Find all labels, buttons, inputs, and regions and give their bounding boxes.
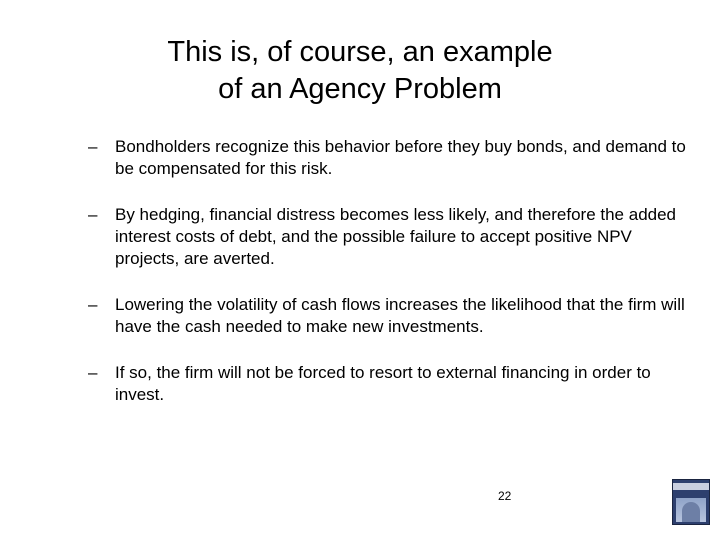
- bullet-item: [88, 294, 688, 338]
- book-cover-title-band: [673, 483, 709, 490]
- bullet-text: Bondholders recognize this behavior before they buy bonds, and demand to be compensated for this risk.: [115, 137, 686, 178]
- bullet-dash: –: [88, 205, 98, 224]
- bullet-text: If so, the firm will not be forced to resort to external financing in order to invest.: [115, 363, 651, 404]
- bullet-item: [88, 204, 688, 270]
- book-cover-image: [672, 479, 710, 525]
- bullet-text: Lowering the volatility of cash flows increases the likelihood that the firm will have the cash needed to make new investments.: [115, 295, 685, 336]
- slide-title-line-2: of an Agency Problem: [218, 73, 502, 105]
- bullet-item: [88, 136, 688, 180]
- bullet-text: By hedging, financial distress becomes less likely, and therefore the added interest costs of debt, and the possible failure to accept positive NPV projects, are averted.: [115, 205, 677, 268]
- slide-title: [0, 34, 720, 108]
- bullet-dash: –: [88, 295, 98, 314]
- bullet-item: [88, 362, 688, 406]
- slide-title-line-1: This is, of course, an example: [167, 36, 553, 68]
- bullet-dash: –: [88, 137, 98, 156]
- page-number: 22: [498, 489, 512, 503]
- bullet-dash: –: [88, 363, 98, 382]
- book-cover-picture: [676, 498, 706, 522]
- book-cover-arch: [682, 502, 700, 522]
- bullet-list: [88, 136, 688, 430]
